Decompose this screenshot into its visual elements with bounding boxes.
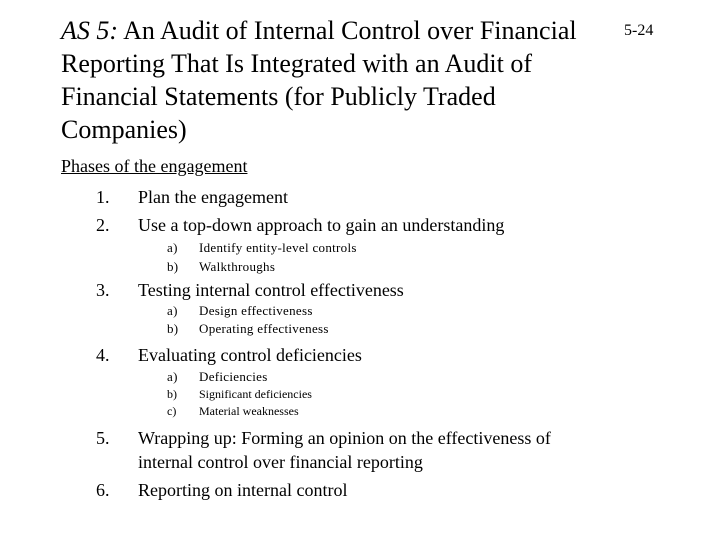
item-number: 2. — [96, 215, 110, 235]
phases-heading: Phases of the engagement — [61, 156, 248, 176]
sub-item-letter: b) — [167, 321, 179, 336]
item-number: 3. — [96, 280, 110, 300]
item-text: Evaluating control deficiencies — [138, 345, 362, 365]
sub-item-text: Identify entity-level controls — [199, 240, 357, 255]
slide-number: 5-24 — [624, 22, 654, 39]
slide-title-rest: An Audit of Internal Control over Financial Reporting That Is Integrated with an Audit of Financial Statements (for Publicly Traded Companies) — [61, 16, 577, 144]
item-text: Plan the engagement — [138, 187, 288, 207]
sub-item-letter: a) — [167, 240, 178, 255]
sub-item-text: Significant deficiencies — [199, 387, 312, 401]
item-number: 6. — [96, 480, 110, 500]
sub-item-text: Material weaknesses — [199, 404, 299, 418]
sub-item-text: Deficiencies — [199, 369, 268, 384]
item-number: 4. — [96, 345, 110, 365]
sub-item-letter: a) — [167, 303, 178, 318]
item-text: Reporting on internal control — [138, 480, 348, 500]
item-number: 1. — [96, 187, 110, 207]
item-number: 5. — [96, 428, 110, 448]
sub-item-text: Operating effectiveness — [199, 321, 329, 336]
slide-title-lead: AS 5: — [61, 16, 119, 45]
sub-item-letter: c) — [167, 404, 177, 418]
sub-item-letter: b) — [167, 259, 179, 274]
item-text: Wrapping up: Forming an opinion on the effectiveness of internal control over financial reporting — [138, 428, 551, 472]
sub-item-text: Design effectiveness — [199, 303, 313, 318]
item-text: Testing internal control effectiveness — [138, 280, 404, 300]
sub-item-letter: a) — [167, 369, 178, 384]
sub-item-letter: b) — [167, 387, 177, 401]
sub-item-text: Walkthroughs — [199, 259, 276, 274]
item-text: Use a top-down approach to gain an understanding — [138, 215, 505, 235]
slide-title — [61, 14, 621, 146]
